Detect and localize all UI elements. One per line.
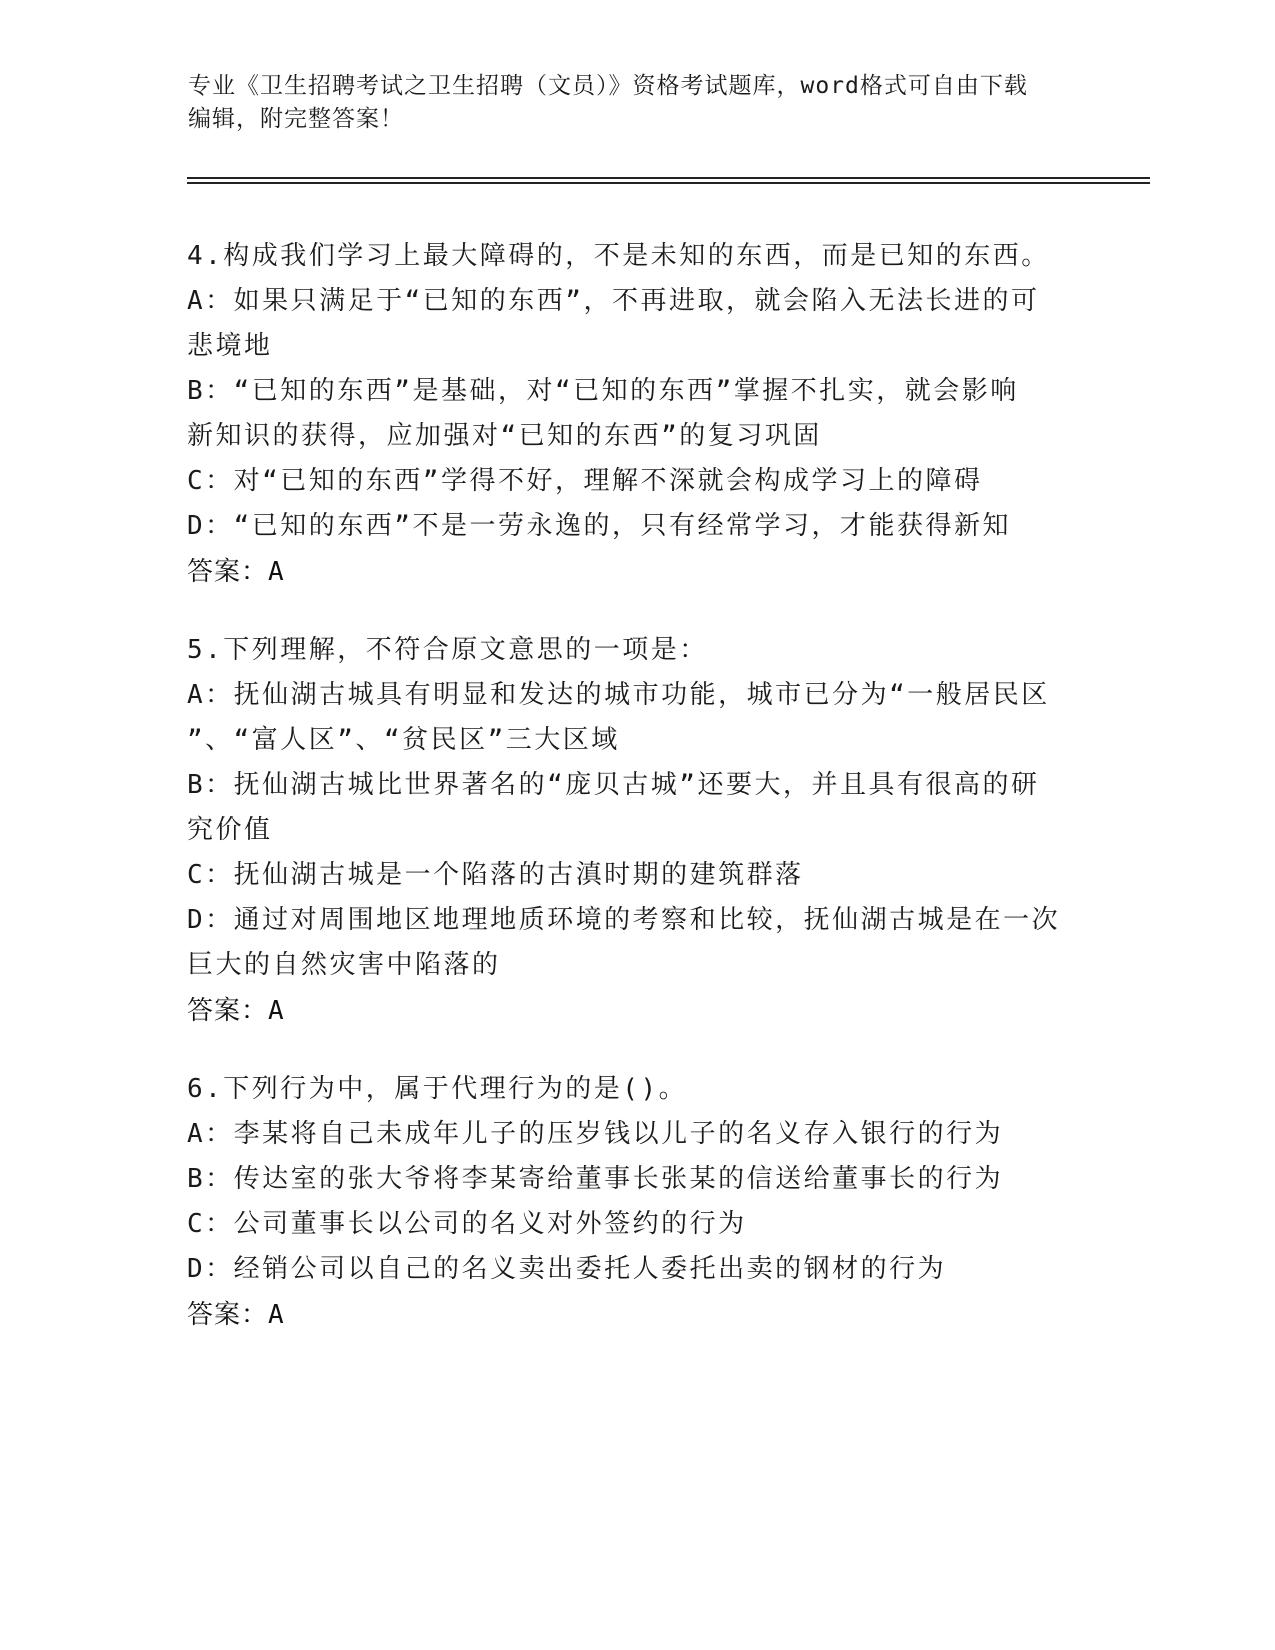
option-text-line: 悲境地 bbox=[187, 331, 273, 361]
option-text-line: 巨大的自然灾害中陷落的 bbox=[187, 950, 501, 980]
option-text-line: B：抚仙湖古城比世界著名的“庞贝古城”还要大，并且具有很高的研 bbox=[187, 770, 1040, 800]
answer-value: A bbox=[268, 557, 285, 587]
option-d bbox=[187, 504, 1077, 549]
option-text-line: 新知识的获得，应加强对“已知的东西”的复习巩固 bbox=[187, 421, 822, 451]
answer-line bbox=[187, 988, 1077, 1034]
option-b bbox=[187, 1157, 1077, 1202]
option-text-line: D：通过对周围地区地理地质环境的考察和比较，抚仙湖古城是在一次 bbox=[187, 905, 1061, 935]
option-c bbox=[187, 459, 1077, 504]
option-text-line: D：“已知的东西”不是一劳永逸的，只有经常学习，才能获得新知 bbox=[187, 511, 1011, 541]
option-text-line: ”、“富人区”、“贫民区”三大区域 bbox=[187, 725, 620, 755]
option-text-line: A：如果只满足于“已知的东西”，不再进取，就会陷入无法长进的可 bbox=[187, 286, 1040, 316]
header-divider-top bbox=[187, 177, 1150, 179]
option-b bbox=[187, 763, 1077, 853]
document-header bbox=[188, 70, 1078, 136]
answer-line bbox=[187, 549, 1077, 595]
header-divider-bottom bbox=[187, 182, 1150, 184]
option-text-line: C：对“已知的东西”学得不好，理解不深就会构成学习上的障碍 bbox=[187, 466, 983, 496]
option-a bbox=[187, 1112, 1077, 1157]
answer-label: 答案： bbox=[187, 557, 269, 587]
option-a bbox=[187, 279, 1077, 369]
option-text-line: 究价值 bbox=[187, 815, 273, 845]
option-d bbox=[187, 898, 1077, 988]
question-stem: 5.下列理解，不符合原文意思的一项是： bbox=[187, 635, 708, 665]
header-line-2: 编辑，附完整答案！ bbox=[188, 106, 404, 132]
option-text-line: A：抚仙湖古城具有明显和发达的城市功能，城市已分为“一般居民区 bbox=[187, 680, 1050, 710]
option-d bbox=[187, 1247, 1077, 1292]
question-4 bbox=[187, 234, 1077, 595]
question-list bbox=[187, 234, 1077, 1371]
option-a bbox=[187, 673, 1077, 763]
question-6 bbox=[187, 1067, 1077, 1338]
header-line-1: 专业《卫生招聘考试之卫生招聘（文员）》资格考试题库，word格式可自由下载 bbox=[188, 73, 1028, 99]
option-text-line: D：经销公司以自己的名义卖出委托人委托出卖的钢材的行为 bbox=[187, 1254, 947, 1284]
question-stem: 6.下列行为中，属于代理行为的是()。 bbox=[187, 1074, 688, 1104]
option-c bbox=[187, 853, 1077, 898]
question-stem: 4.构成我们学习上最大障碍的，不是未知的东西，而是已知的东西。 bbox=[187, 241, 1050, 271]
question-5 bbox=[187, 628, 1077, 1034]
option-text-line: C：抚仙湖古城是一个陷落的古滇时期的建筑群落 bbox=[187, 860, 804, 890]
answer-value: A bbox=[268, 1300, 285, 1330]
option-c bbox=[187, 1202, 1077, 1247]
option-text-line: B：传达室的张大爷将李某寄给董事长张某的信送给董事长的行为 bbox=[187, 1164, 1004, 1194]
option-text-line: B：“已知的东西”是基础，对“已知的东西”掌握不扎实，就会影响 bbox=[187, 376, 1019, 406]
answer-label: 答案： bbox=[187, 1300, 269, 1330]
option-b bbox=[187, 369, 1077, 459]
answer-label: 答案： bbox=[187, 996, 269, 1026]
option-text-line: C：公司董事长以公司的名义对外签约的行为 bbox=[187, 1209, 747, 1239]
answer-value: A bbox=[268, 996, 285, 1026]
option-text-line: A：李某将自己未成年儿子的压岁钱以儿子的名义存入银行的行为 bbox=[187, 1119, 1004, 1149]
answer-line bbox=[187, 1292, 1077, 1338]
